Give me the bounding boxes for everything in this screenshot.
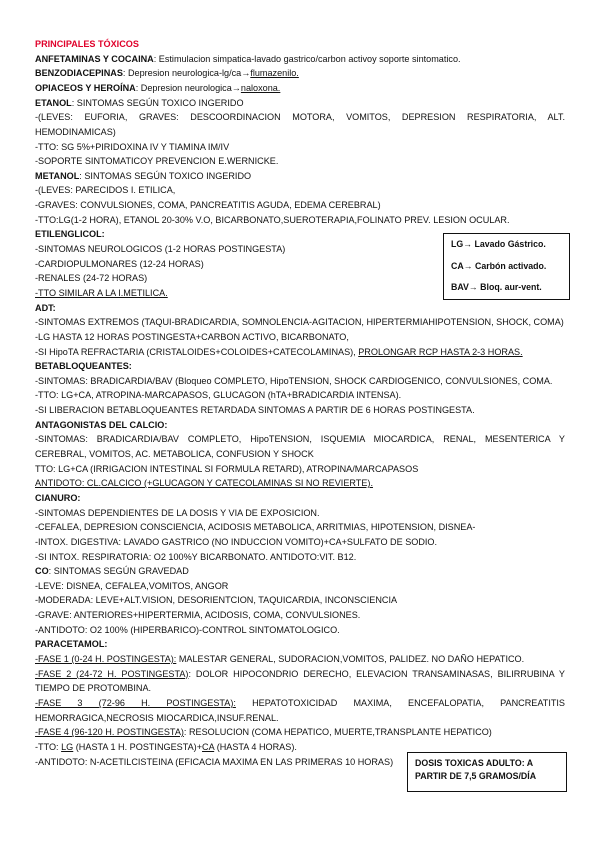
section-metanol bbox=[35, 169, 565, 184]
text-line: -TTO:LG(1-2 HORA), ETANOL 20-30% V.O, BICARBONATO,SUEROTERAPIA,FOLINATO PREV. LESION OCULAR. bbox=[35, 214, 510, 225]
fase-text: MALESTAR GENERAL, SUDORACION,VOMITOS, PALIDEZ. NO DAÑO HEPATICO. bbox=[176, 653, 525, 664]
text-line: -LEVE: DISNEA, CEFALEA,VOMITOS, ANGOR bbox=[35, 580, 229, 591]
text-line: -(LEVES: PARECIDOS I. ETILICA, bbox=[35, 185, 176, 196]
text-line: TTO: LG+CA (IRRIGACION INTESTINAL SI FORMULA RETARD), ATROPINA/MARCAPASOS bbox=[35, 463, 419, 474]
text-line: -SINTOMAS DEPENDIENTES DE LA DOSIS Y VIA DE EXPOSICION. bbox=[35, 507, 320, 518]
fase-text: HEPATOTOXICIDAD MAXIMA, ENCEFALOPATIA, PANCREATITIS HEMORRAGICA,NECROSIS MIOCARDICA,INSUF.RENAL. bbox=[35, 697, 565, 723]
page-title: PRINCIPALES TÓXICOS bbox=[35, 39, 139, 49]
text-line: -SI INTOX. RESPIRATORIA: O2 100%Y BICARBONATO. ANTIDOTO:VIT. B12. bbox=[35, 551, 357, 562]
legend-abbr: CA bbox=[451, 260, 464, 271]
text-fragment: (HASTA 4 HORAS). bbox=[214, 741, 297, 752]
fase-label: -FASE 1 (0-24 H. POSTINGESTA): bbox=[35, 653, 177, 664]
section-heading-etilenglicol: ETILENGLICOL: bbox=[35, 229, 105, 240]
text-line: -(LEVES: EUFORIA, GRAVES: DESCOORDINACION MOTORA, VOMITOS, DEPRESION RESPIRATORIA, ALT. HEMODINAMICAS) bbox=[35, 112, 565, 137]
section-heading: ETANOL bbox=[35, 97, 72, 108]
fase-label: -FASE 3 (72-96 H. POSTINGESTA): bbox=[35, 697, 236, 708]
text-line: -MODERADA: LEVE+ALT.VISION, DESORIENTCION, TAQUICARDIA, INCONSCIENCIA bbox=[35, 595, 398, 606]
section-text: : SINTOMAS SEGÚN TOXICO INGERIDO bbox=[71, 97, 244, 108]
text-line: -LG HASTA 12 HORAS POSTINGESTA+CARBON ACTIVO, BICARBONATO, bbox=[35, 331, 349, 342]
antidote-text: naloxona. bbox=[240, 82, 281, 93]
text-line: -GRAVES: CONVULSIONES, COMA, PANCREATITIS AGUDA, EDEMA CEREBRAL) bbox=[35, 200, 381, 211]
arrow-icon: → bbox=[231, 82, 241, 93]
legend-box bbox=[443, 233, 570, 300]
section-anfetaminas bbox=[35, 52, 565, 67]
section-heading: METANOL bbox=[35, 170, 80, 181]
underlined-text: CA bbox=[202, 741, 215, 752]
fase-text: : DOLOR HIPOCONDRIO DERECHO, ELEVACION TRANSAMINASAS, BILIRRUBINA Y TIEMPO DE PROTOMBINA. bbox=[35, 668, 565, 694]
fase-2 bbox=[35, 667, 565, 696]
text-line: -SINTOMAS EXTREMOS (TAQUI-BRADICARDIA, SOMNOLENCIA-AGITACION, HIPERTERMIAHIPOTENSION, SHOCK, COMA) bbox=[35, 317, 564, 328]
section-text: : SINTOMAS SEGÚN GRAVEDAD bbox=[48, 566, 189, 577]
section-heading-cianuro: CIANURO: bbox=[35, 492, 81, 503]
text-line: -SI LIBERACION BETABLOQUEANTES RETARDADA SINTOMAS A PARTIR DE 6 HORAS POSTINGESTA. bbox=[35, 405, 475, 416]
antidote-text: flumazenilo. bbox=[250, 68, 299, 79]
section-heading-paracetamol: PARACETAMOL: bbox=[35, 639, 108, 650]
section-heading: BENZODIACEPINAS bbox=[35, 68, 123, 79]
fase-3 bbox=[35, 696, 565, 725]
section-text: : SINTOMAS SEGÚN TOXICO INGERIDO bbox=[79, 170, 252, 181]
section-heading: ANFETAMINAS Y COCAINA bbox=[35, 53, 154, 64]
text-line: -RENALES (24-72 HORAS) bbox=[35, 273, 148, 284]
legend-item-ca bbox=[451, 256, 569, 278]
legend-text: Carbón activado. bbox=[472, 260, 547, 271]
fase-4 bbox=[35, 725, 565, 740]
arrow-icon: → bbox=[468, 282, 478, 292]
underlined-text: PROLONGAR RCP HASTA 2-3 HORAS. bbox=[358, 346, 523, 357]
section-benzodiacepinas bbox=[35, 66, 565, 81]
text-line bbox=[35, 345, 565, 360]
fase-1 bbox=[35, 652, 565, 667]
legend-item-bav bbox=[451, 277, 569, 299]
arrow-icon: → bbox=[463, 239, 473, 249]
text-line: -SOPORTE SINTOMATICOY PREVENCION E.WERNICKE. bbox=[35, 156, 279, 167]
legend-abbr: LG bbox=[451, 239, 464, 249]
text-line: -GRAVE: ANTERIORES+HIPERTERMIA, ACIDOSIS, COMA, CONVULSIONES. bbox=[35, 610, 361, 621]
text-line: -CARDIOPULMONARES (12-24 HORAS) bbox=[35, 258, 204, 269]
arrow-icon: → bbox=[463, 260, 473, 271]
document-body bbox=[35, 37, 565, 769]
text-fragment: (HASTA 1 H. POSTINGESTA)+ bbox=[73, 741, 203, 752]
legend-abbr: BAV bbox=[451, 282, 469, 292]
arrow-icon: → bbox=[241, 68, 251, 79]
section-heading: CO bbox=[35, 566, 49, 577]
text-line: -TTO: SG 5%+PIRIDOXINA IV Y TIAMINA IM/IV bbox=[35, 141, 230, 152]
antidote-text: ANTIDOTO: CL.CALCICO (+GLUCAGON Y CATECOLAMINAS SI NO REVIERTE). bbox=[35, 478, 373, 489]
section-heading-adt: ADT: bbox=[35, 302, 56, 313]
text-line: -TTO: LG+CA, ATROPINA-MARCAPASOS, GLUCAGON (hTA+BRADICARDIA INTENSA). bbox=[35, 390, 402, 401]
section-opiaceos bbox=[35, 81, 565, 96]
text-line: -TTO SIMILAR A LA I.METILICA. bbox=[35, 287, 168, 298]
section-text: : Estimulacion simpatica-lavado gastrico/carbon activoy soporte sintomatico. bbox=[153, 53, 461, 64]
text-fragment: -TTO: bbox=[35, 741, 62, 752]
section-text: : Depresion neurologica-lg/ca bbox=[122, 68, 242, 79]
legend-item-lg bbox=[451, 234, 569, 256]
text-fragment: -SI HipoTA REFRACTARIA (CRISTALOIDES+COLOIDES+CATECOLAMINAS), bbox=[35, 346, 359, 357]
section-etanol bbox=[35, 96, 565, 111]
text-line: -SINTOMAS NEUROLOGICOS (1-2 HORAS POSTINGESTA) bbox=[35, 244, 286, 254]
section-heading-calcio: ANTAGONISTAS DEL CALCIO: bbox=[35, 419, 168, 430]
text-line: -ANTIDOTO: N-ACETILCISTEINA (EFICACIA MAXIMA EN LAS PRIMERAS 10 HORAS) bbox=[35, 756, 394, 767]
section-heading: OPIACEOS Y HEROÍNA bbox=[35, 82, 136, 93]
section-text: : Depresion neurologica bbox=[135, 82, 232, 93]
text-line: -SINTOMAS: BRADICARDIA/BAV COMPLETO, HipoTENSION, ISQUEMIA MIOCARDICA, RENAL, MESENTERICA Y CEREBRAL, VOMITOS, AC. METABOLICA, CONFUSION Y SHOCK bbox=[35, 434, 565, 459]
text-line: -ANTIDOTO: O2 100% (HIPERBARICO)-CONTROL SINTOMATOLOGICO. bbox=[35, 624, 340, 635]
section-co bbox=[35, 564, 565, 579]
text-line: -INTOX. DIGESTIVA: LAVADO GASTRICO (NO INDUCCION VOMITO)+CA+SULFATO DE SODIO. bbox=[35, 536, 438, 547]
text-line: -CEFALEA, DEPRESION CONSCIENCIA, ACIDOSIS METABOLICA, ARRITMIAS, HIPOTENSION, DISNEA- bbox=[35, 522, 476, 533]
section-heading-betabloqueantes: BETABLOQUEANTES: bbox=[35, 361, 132, 372]
text-line: -SINTOMAS: BRADICARDIA/BAV (Bloqueo COMPLETO, HipoTENSION, SHOCK CARDIOGENICO, CONVULSIONES, COMA. bbox=[35, 375, 553, 386]
legend-text: Lavado Gástrico. bbox=[472, 239, 546, 249]
fase-label: -FASE 2 (24-72 H. POSTINGESTA) bbox=[35, 668, 189, 679]
underlined-text: LG bbox=[61, 741, 74, 752]
legend-text: Bloq. aur-vent. bbox=[477, 282, 542, 292]
dosis-toxicas-box: DOSIS TOXICAS ADULTO: A PARTIR DE 7,5 GRAMOS/DÍA bbox=[407, 752, 567, 792]
fase-label: -FASE 4 (96-120 H. POSTINGESTA) bbox=[35, 727, 184, 738]
fase-text: : RESOLUCION (COMA HEPATICO, MUERTE,TRANSPLANTE HEPATICO) bbox=[183, 727, 492, 738]
